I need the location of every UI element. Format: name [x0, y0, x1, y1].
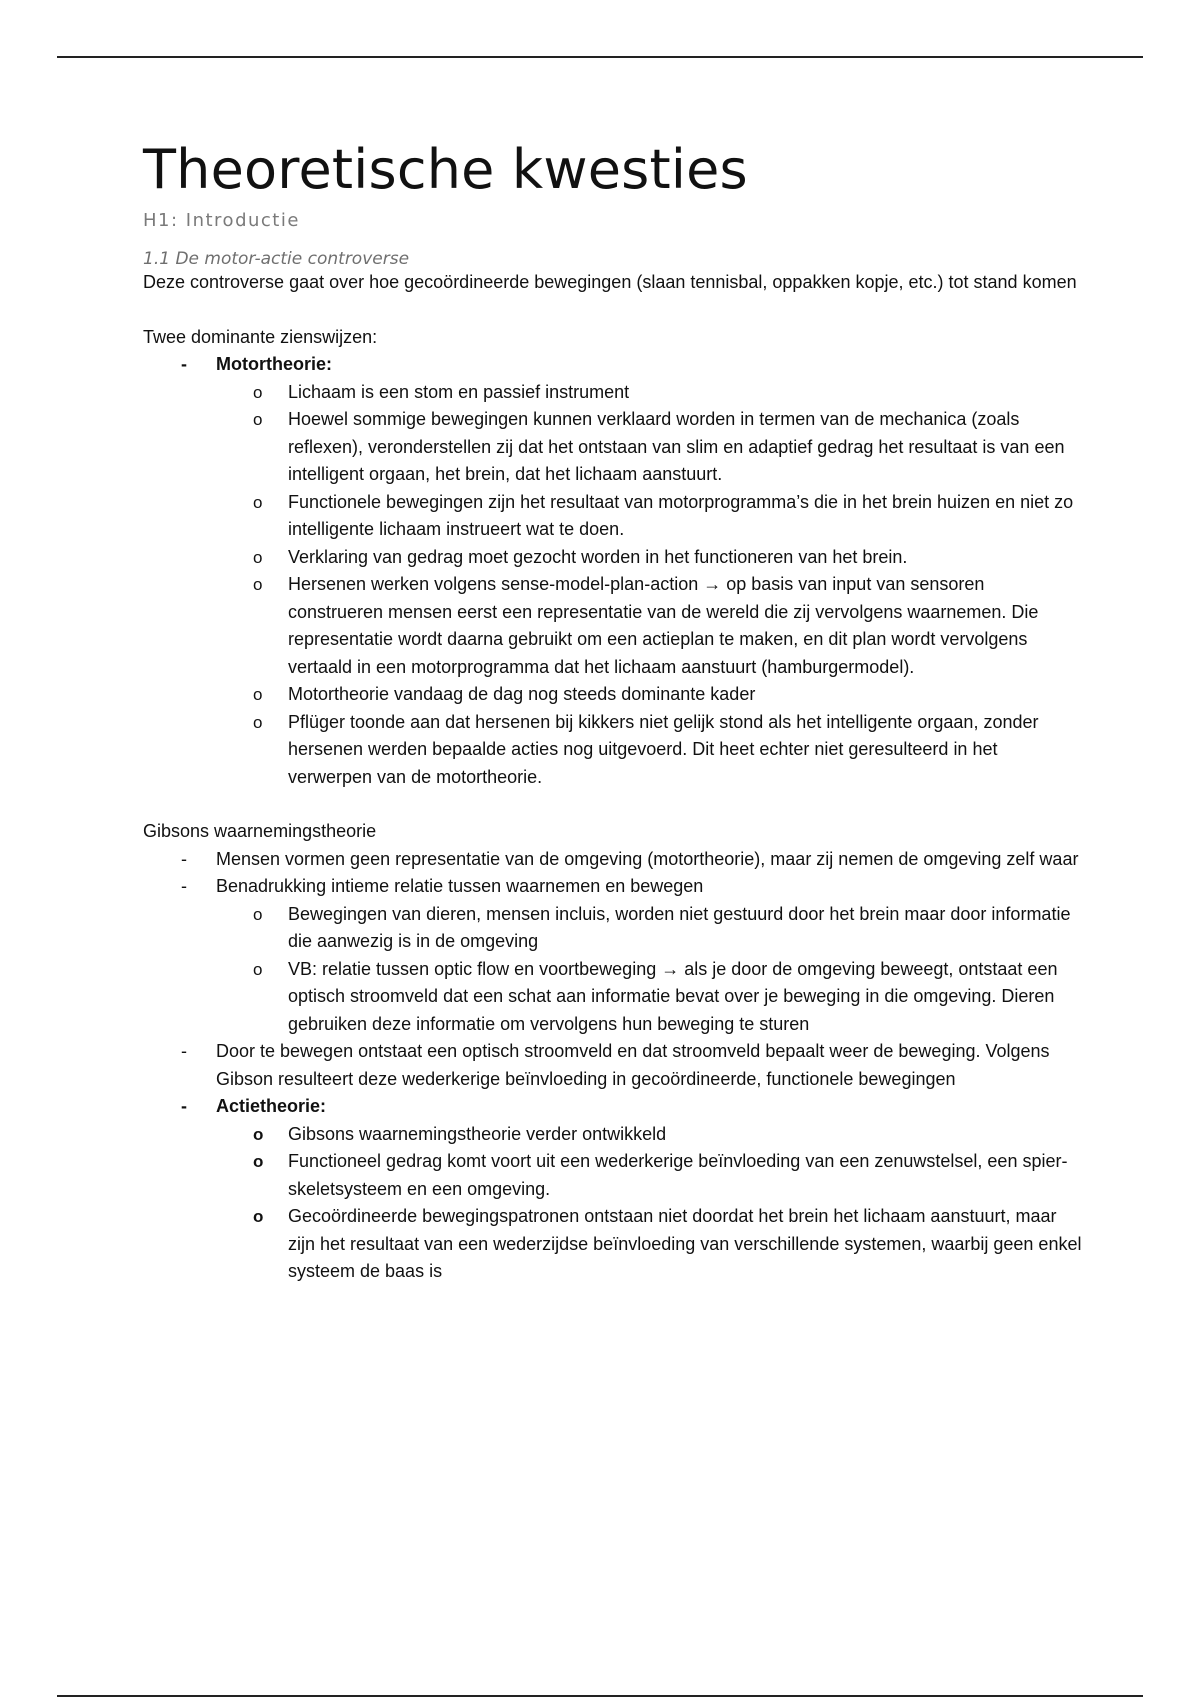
dash-bullet: - [181, 354, 187, 374]
document-title: Theoretische kwesties [143, 138, 748, 201]
circle-bullet: o [253, 382, 263, 402]
list-item: o Hoewel sommige bewegingen kunnen verklaard worden in termen van de mechanica (zoals reflexen), veronderstellen zij dat het ontstaan van slim en adaptief gedrag het resultaat is van een intelligent orgaan, het brein, dat het lichaam aanstuurt. [143, 406, 1083, 489]
circle-bullet: o [253, 575, 263, 594]
dash-bullet: - [181, 1041, 187, 1061]
circle-bullet: o [253, 685, 263, 704]
header-rule [57, 56, 1143, 58]
list-item: o Motortheorie vandaag de dag nog steeds dominante kader [143, 681, 1083, 709]
footer-rule [57, 1695, 1143, 1697]
circle-bullet: o [253, 959, 263, 979]
circle-bullet: o [253, 1124, 264, 1144]
circle-bullet: o [253, 712, 263, 732]
list-item: o Hersenen werken volgens sense-model-plan-action → op basis van input van sensoren construeren mensen eerst een representatie van de wereld die zij vervolgens waarnemen. Die representatie wordt daarna gebruikt om een actieplan te maken, en dit plan wordt vervolgens vertaald in een motorprogramma dat het lichaam aanstuurt (hamburgermodel). [143, 571, 1083, 681]
heading-1: H1: Introductie [143, 210, 300, 231]
actietheorie-sublist [216, 1121, 1083, 1286]
dash-bullet: - [181, 1096, 187, 1116]
gibson-list [143, 846, 1083, 901]
list-item-motortheorie [143, 351, 1083, 379]
circle-bullet: o [253, 1152, 264, 1171]
actietheorie-label: Actietheorie: [216, 1096, 327, 1116]
list-item: o Verklaring van gedrag moet gezocht worden in het functioneren van het brein. [143, 544, 1083, 572]
list-item: o VB: relatie tussen optic flow en voortbeweging → als je door de omgeving beweegt, ontstaat een optisch stroomveld dat een schat aan informatie bevat over je beweging in die omgeving. Dieren gebruiken deze informatie om vervolgens hun beweging te sturen [143, 956, 1083, 1039]
circle-bullet: o [253, 492, 263, 512]
circle-bullet: o [253, 547, 263, 567]
views-intro: Twee dominante zienswijzen: [143, 326, 378, 347]
intro-paragraph: Deze controverse gaat over hoe gecoördineerde bewegingen (slaan tennisbal, oppakken kopje, etc.) tot stand komen [143, 272, 1077, 292]
circle-bullet: o [253, 410, 263, 429]
circle-bullet: o [253, 1207, 264, 1226]
motortheorie-label: Motortheorie: [216, 354, 332, 374]
list-item: o Pflüger toonde aan dat hersenen bij kikkers niet gelijk stond als het intelligente orgaan, zonder hersenen werden bepaalde acties nog uitgevoerd. Dit heet echter niet geresulteerd in het verwerpen van de motortheorie. [143, 709, 1083, 792]
dash-bullet: - [181, 876, 187, 896]
heading-2: 1.1 De motor-actie controverse [143, 249, 410, 269]
list-item: o Lichaam is een stom en passief instrument [143, 379, 1083, 407]
gibson-sublist [216, 901, 1083, 1039]
list-item: - Benadrukking intieme relatie tussen waarnemen en bewegen [143, 873, 1083, 901]
document-body [143, 138, 1083, 1286]
list-item: - Door te bewegen ontstaat een optisch stroomveld en dat stroomveld bepaalt weer de beweging. Volgens Gibson resulteert deze wederkerige beïnvloeding in gecoördineerde, functionele bewegingen [143, 1038, 1083, 1093]
views-list [143, 351, 1083, 379]
list-item: o Functionele bewegingen zijn het resultaat van motorprogramma’s die in het brein huizen en niet zo intelligente lichaam instrueert wat te doen. [143, 489, 1083, 544]
list-item-actietheorie [143, 1093, 1083, 1121]
list-item: o Gecoördineerde bewegingspatronen ontstaan niet doordat het brein het lichaam aanstuurt, maar zijn het resultaat van een wederzijdse beïnvloeding van verschillende systemen, waarbij geen enkel systeem de baas is [143, 1203, 1083, 1286]
circle-bullet: o [253, 904, 263, 924]
list-item: o Gibsons waarnemingstheorie verder ontwikkeld [143, 1121, 1083, 1149]
list-item: o Functioneel gedrag komt voort uit een wederkerige beïnvloeding van een zenuwstelsel, een spier-skeletsysteem en een omgeving. [143, 1148, 1083, 1203]
gibson-list-continued [143, 1038, 1083, 1121]
gibson-heading: Gibsons waarnemingstheorie [143, 821, 377, 841]
list-item: - Mensen vormen geen representatie van de omgeving (motortheorie), maar zij nemen de omgeving zelf waar [143, 846, 1083, 874]
dash-bullet: - [181, 848, 187, 869]
list-item: o Bewegingen van dieren, mensen incluis, worden niet gestuurd door het brein maar door informatie die aanwezig is in de omgeving [143, 901, 1083, 956]
motortheorie-sublist [216, 379, 1083, 792]
